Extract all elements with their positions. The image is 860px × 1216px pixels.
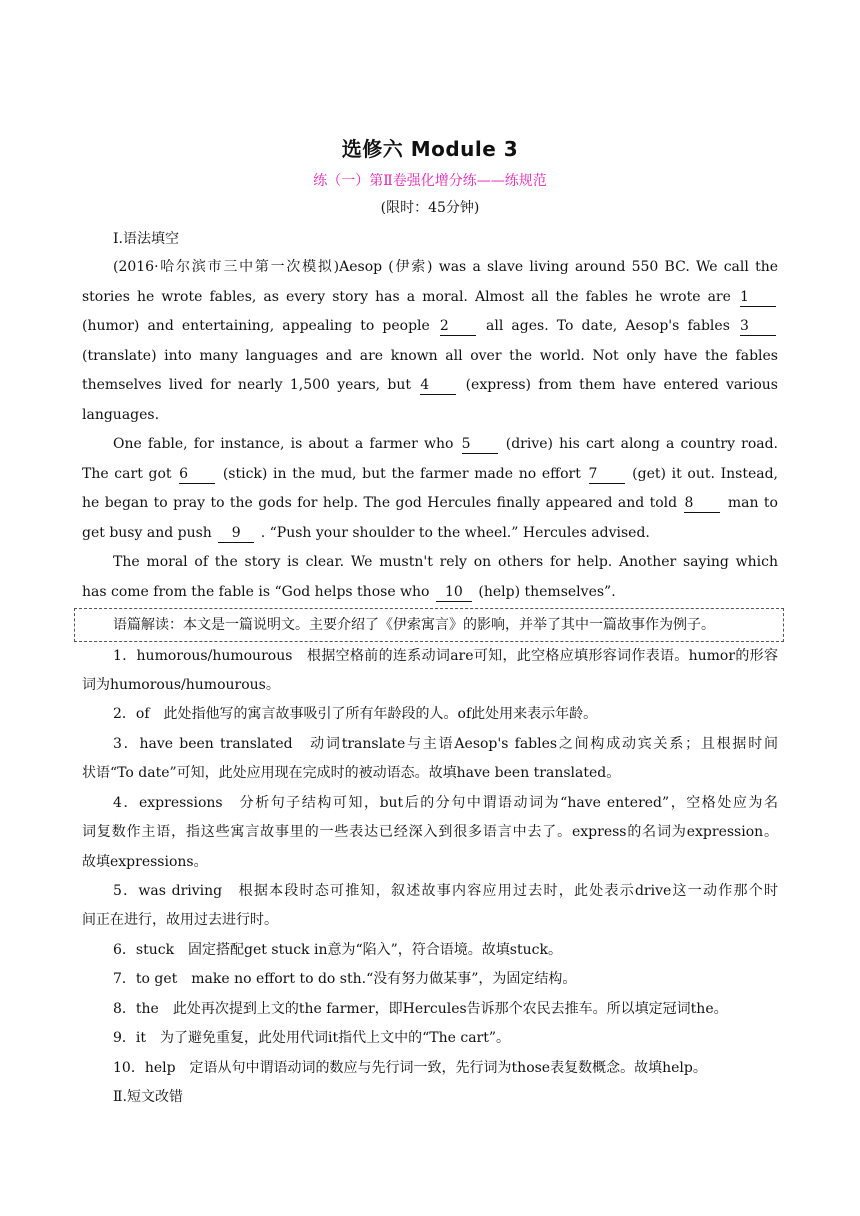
passage-text: all ages. To date, Aesop's fables (486, 318, 730, 334)
passage-text: he began to pray to the gods for help. The god Hercules finally appeared and told (82, 495, 678, 511)
answer-4-line: 故填expressions。 (82, 854, 208, 870)
passage-text: . “Push your shoulder to the wheel.” Hercules advised. (260, 525, 650, 541)
passage-text: The cart got (82, 466, 172, 482)
passage-text: (drive) his cart along a country road. (505, 436, 779, 452)
section2-heading: Ⅱ.短文改错 (113, 1089, 183, 1105)
analysis-text: 语篇解读：本文是一篇说明文。主要介绍了《伊索寓言》的影响，并举了其中一篇故事作为例子。 (113, 617, 715, 633)
blank-7: 7 (589, 465, 625, 484)
answer-3-line: 3．have been translated 动词translate与主语Aesop's fables之间构成动宾关系；且根据时间 (113, 736, 778, 752)
passage-text: man to (727, 495, 778, 511)
answer-1-line: 1．humorous/humourous 根据空格前的连系动词are可知，此空格应填形容词作表语。humor的形容 (113, 648, 778, 664)
passage-line (82, 286, 778, 308)
passage-line: (translate) into many languages and are known all over the world. Not only have the fables (82, 348, 778, 364)
blank-2: 2 (440, 317, 476, 336)
passage-line: (2016·哈尔滨市三中第一次模拟)Aesop (伊索) was a slave living around 550 BC. We call the (113, 259, 778, 275)
passage-line (82, 522, 778, 544)
passage-line (82, 492, 778, 514)
answer-8-line: 8．the 此处再次提到上文的the farmer，即Hercules告诉那个农民去推车。所以填定冠词the。 (113, 1001, 728, 1017)
passage-text: (stick) in the mud, but the farmer made no effort (222, 466, 581, 482)
answer-10-line: 10．help 定语从句中谓语动词的数应与先行词一致，先行词为those表复数概念。故填help。 (113, 1060, 707, 1076)
passage-text: (humor) and entertaining, appealing to people (82, 318, 430, 334)
blank-10: 10 (436, 583, 472, 602)
time-limit: (限时：45分钟) (380, 200, 480, 216)
answer-3-line: 状语“To date”可知，此处应用现在完成时的被动语态。故填have been translated。 (82, 765, 621, 781)
answer-5-line: 间正在进行，故用过去进行时。 (82, 912, 278, 928)
answer-2-line: 2．of 此处指他写的寓言故事吸引了所有年龄段的人。of此处用来表示年龄。 (113, 706, 598, 722)
answer-4-line: 词复数作主语，指这些寓言故事里的一些表达已经深入到很多语言中去了。express的名词为expression。 (82, 824, 778, 840)
answer-5-line: 5．was driving 根据本段时态可推知，叙述故事内容应用过去时，此处表示drive这一动作那个时 (113, 883, 778, 899)
blank-9: 9 (218, 524, 254, 543)
answer-1-line: 词为humorous/humourous。 (82, 677, 280, 693)
blank-8: 8 (684, 494, 720, 513)
passage-line: languages. (82, 407, 160, 423)
passage-text: One fable, for instance, is about a farmer who (113, 436, 454, 452)
passage-line (82, 463, 778, 485)
passage-line (82, 581, 778, 603)
passage-text: (help) themselves”. (478, 584, 616, 600)
page-subtitle: 练（一）第Ⅱ卷强化增分练——练规范 (313, 173, 547, 189)
passage-text: stories he wrote fables, as every story has a moral. Almost all the fables he wrote are (82, 289, 731, 305)
passage-text: has come from the fable is “God helps those who (82, 584, 430, 600)
passage-line (82, 315, 778, 337)
blank-3: 3 (740, 317, 776, 336)
passage-line (113, 433, 778, 455)
blank-6: 6 (179, 465, 215, 484)
passage-text: themselves lived for nearly 1,500 years, but (82, 377, 411, 393)
blank-4: 4 (420, 376, 456, 395)
passage-text: (express) from them have entered various (465, 377, 778, 393)
passage-line (82, 374, 778, 396)
passage-line: The moral of the story is clear. We mustn't rely on others for help. Another saying which (113, 554, 778, 570)
answer-7-line: 7．to get make no effort to do sth.“没有努力做某事”，为固定结构。 (113, 971, 577, 987)
page-title: 选修六 Module 3 (341, 137, 519, 161)
blank-1: 1 (740, 288, 776, 307)
section1-heading: Ⅰ.语法填空 (113, 231, 179, 247)
answer-9-line: 9．it 为了避免重复，此处用代词it指代上文中的“The cart”。 (113, 1030, 511, 1046)
passage-text: (get) it out. Instead, (632, 466, 778, 482)
passage-text: get busy and push (82, 525, 212, 541)
answer-4-line: 4．expressions 分析句子结构可知，but后的分句中谓语动词为“have entered”，空格处应为名 (113, 795, 778, 811)
blank-5: 5 (462, 435, 498, 454)
answer-6-line: 6．stuck 固定搭配get stuck in意为“陷入”，符合语境。故填stuck。 (113, 942, 562, 958)
